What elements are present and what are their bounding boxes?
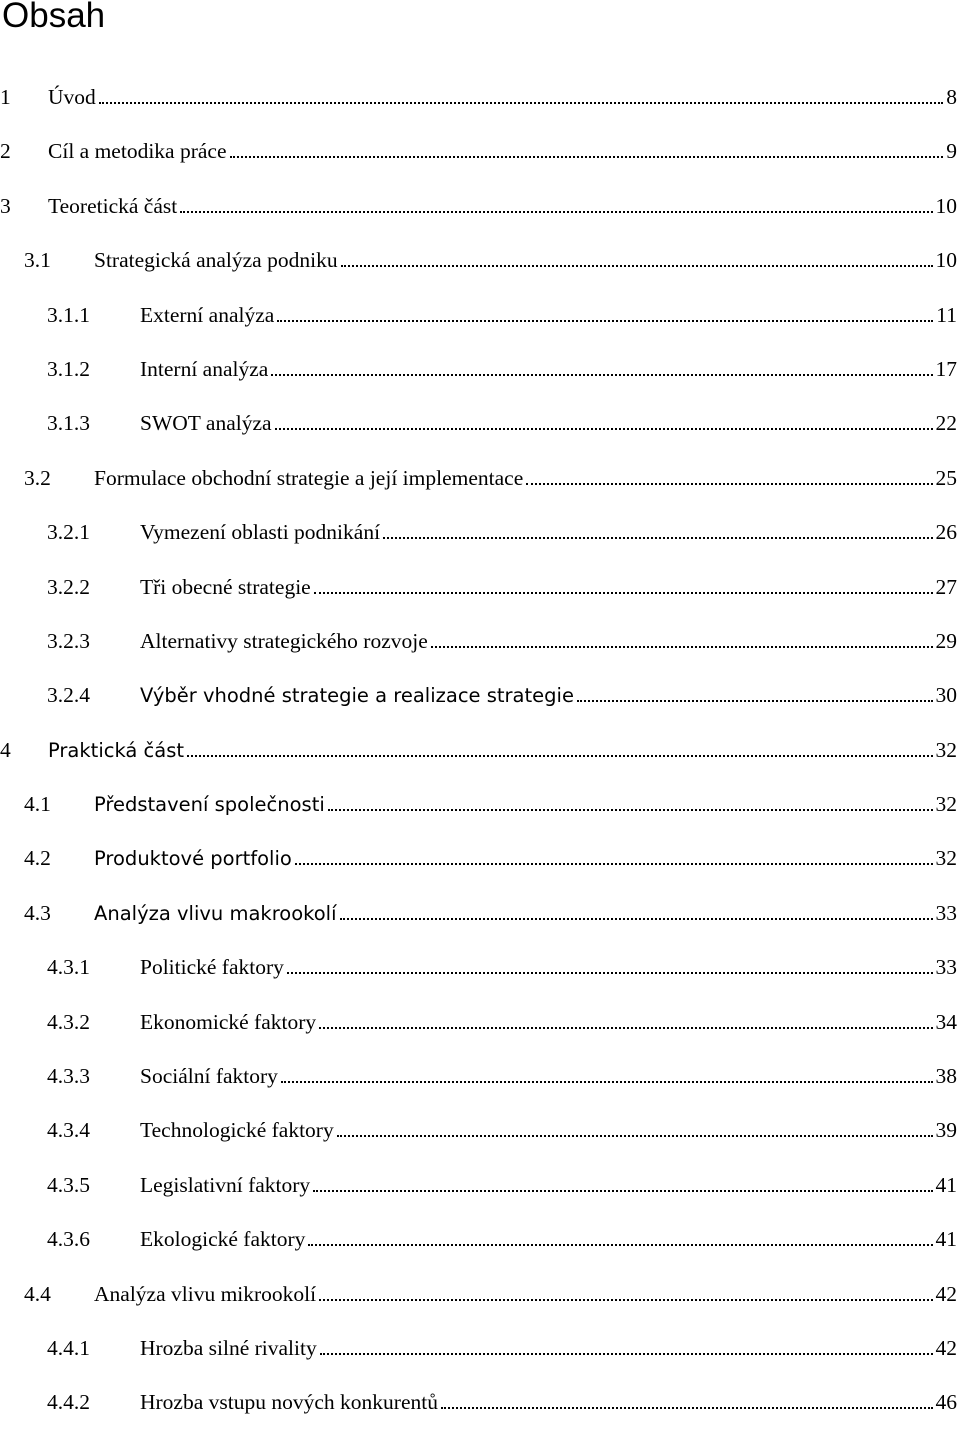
toc-entry[interactable]	[0, 831, 957, 885]
toc-entry-title: Hrozba silné rivality	[140, 1335, 317, 1360]
toc-entry[interactable]	[0, 288, 957, 342]
toc-entry-page-number: 29	[935, 628, 957, 653]
dot-leader	[287, 964, 933, 974]
toc-entry-number: 3.2.3	[47, 628, 90, 653]
toc-entry-page-number: 33	[935, 955, 957, 980]
toc-entry[interactable]	[0, 396, 957, 450]
toc-entry-number: 4.3	[24, 900, 51, 925]
toc-entry[interactable]	[0, 70, 957, 124]
toc-entry-number: 4.3.5	[47, 1172, 90, 1197]
toc-entry-number: 3.1.1	[47, 302, 90, 327]
toc-entry-title: Hrozba vstupu nových konkurentů	[140, 1390, 438, 1415]
toc-entry-page-number: 10	[935, 193, 957, 218]
toc-entry-page-number: 8	[946, 85, 957, 109]
toc-entry-number: 4.1	[24, 792, 51, 817]
toc-entry-page-number: 22	[935, 411, 957, 436]
dot-leader	[308, 1236, 932, 1246]
toc-entry-title: Vymezení oblasti podnikání	[140, 520, 381, 545]
toc-entry-title: Alternativy strategického rozvoje	[140, 628, 428, 653]
toc-entry-number: 1	[0, 85, 11, 109]
dot-leader	[319, 1291, 932, 1301]
toc-entry[interactable]	[0, 179, 957, 233]
toc-entry-title: Představení společnosti	[94, 793, 325, 817]
toc-entry-page-number: 34	[935, 1009, 957, 1034]
toc-entry-title: Výběr vhodné strategie a realizace strategie	[140, 684, 574, 708]
dot-leader	[441, 1399, 933, 1409]
toc-entry-number: 4.4.1	[47, 1335, 90, 1360]
toc-entry-number: 3.1.3	[47, 411, 90, 436]
toc-entry-number: 3.2.2	[47, 574, 90, 599]
toc-entry-number: 4.3.4	[47, 1118, 90, 1143]
toc-entry[interactable]	[0, 560, 957, 614]
toc-entry[interactable]	[0, 614, 957, 668]
toc-entry-page-number: 32	[935, 792, 957, 817]
toc-entry-page-number: 11	[936, 302, 957, 327]
dot-leader	[277, 312, 933, 322]
toc-entry-title: Ekonomické faktory	[140, 1009, 317, 1034]
dot-leader	[341, 257, 933, 267]
dot-leader	[340, 910, 933, 920]
toc-entry-title: Úvod	[48, 85, 96, 109]
toc-entry-page-number: 39	[935, 1118, 957, 1143]
toc-entry-page-number: 42	[935, 1281, 957, 1306]
toc-entry-title: SWOT analýza	[140, 411, 272, 436]
dot-leader	[271, 366, 932, 376]
toc-entry-number: 4	[0, 737, 11, 762]
dot-leader	[319, 1019, 932, 1029]
toc-entry[interactable]	[0, 668, 957, 722]
dot-leader	[314, 584, 933, 594]
toc-entry[interactable]	[0, 886, 957, 940]
toc-entry-title: Sociální faktory	[140, 1064, 278, 1089]
dot-leader	[99, 94, 943, 104]
toc-entry[interactable]	[0, 995, 957, 1049]
dot-leader	[230, 148, 944, 158]
toc-entry-number: 4.4.2	[47, 1390, 90, 1415]
dot-leader	[337, 1127, 933, 1137]
toc-entry-number: 4.3.6	[47, 1227, 90, 1252]
toc-entry[interactable]	[0, 940, 957, 994]
toc-entry-page-number: 32	[935, 846, 957, 871]
toc-entry-title: Teoretická část	[48, 193, 178, 218]
toc-entry-title: Praktická část	[48, 738, 185, 762]
dot-leader	[275, 420, 933, 430]
table-of-contents	[0, 70, 957, 1430]
toc-entry-page-number: 41	[935, 1227, 957, 1252]
toc-entry-title: Strategická analýza podniku	[94, 248, 338, 273]
toc-entry[interactable]	[0, 1212, 957, 1266]
dot-leader	[313, 1182, 932, 1192]
toc-entry-title: Ekologické faktory	[140, 1227, 306, 1252]
toc-entry-title: Tři obecné strategie	[140, 574, 311, 599]
toc-entry-title: Analýza vlivu mikrookolí	[94, 1281, 317, 1306]
toc-entry-number: 4.3.2	[47, 1009, 90, 1034]
toc-entry[interactable]	[0, 451, 957, 505]
toc-entry[interactable]	[0, 1321, 957, 1375]
dot-leader	[383, 529, 932, 539]
dot-leader	[187, 747, 932, 757]
toc-entry-page-number: 41	[935, 1172, 957, 1197]
toc-entry[interactable]	[0, 1103, 957, 1157]
toc-entry[interactable]	[0, 342, 957, 396]
toc-entry-number: 3.2.4	[47, 683, 90, 708]
toc-entry-number: 4.3.3	[47, 1064, 90, 1089]
toc-entry-page-number: 10	[935, 248, 957, 273]
dot-leader	[431, 638, 933, 648]
toc-entry-page-number: 33	[935, 900, 957, 925]
toc-entry-number: 4.4	[24, 1281, 51, 1306]
toc-entry[interactable]	[0, 124, 957, 178]
toc-entry-number: 3.1.2	[47, 356, 90, 381]
toc-entry-title: Formulace obchodní strategie a její implementace	[94, 465, 524, 490]
toc-entry-page-number: 38	[935, 1064, 957, 1089]
page-title: Obsah	[2, 0, 106, 35]
toc-entry[interactable]	[0, 1267, 957, 1321]
toc-entry[interactable]	[0, 233, 957, 287]
dot-leader	[320, 1345, 933, 1355]
toc-entry-number: 3.2	[24, 465, 51, 490]
dot-leader	[295, 855, 933, 865]
toc-entry-number: 4.3.1	[47, 955, 90, 980]
toc-entry-page-number: 42	[935, 1335, 957, 1360]
dot-leader	[328, 801, 933, 811]
dot-leader	[577, 692, 933, 702]
toc-entry-page-number: 32	[935, 737, 957, 762]
toc-entry-number: 3	[0, 193, 11, 218]
toc-entry-title: Technologické faktory	[140, 1118, 334, 1143]
toc-entry[interactable]	[0, 1375, 957, 1429]
toc-entry-title: Externí analýza	[140, 302, 275, 327]
toc-entry-number: 3.2.1	[47, 520, 90, 545]
toc-entry-page-number: 27	[935, 574, 957, 599]
dot-leader	[281, 1073, 933, 1083]
dot-leader	[180, 203, 932, 213]
toc-entry-page-number: 9	[946, 139, 957, 164]
toc-entry[interactable]	[0, 505, 957, 559]
toc-entry-title: Cíl a metodika práce	[48, 139, 227, 164]
toc-entry-title: Produktové portfolio	[94, 847, 292, 871]
dot-leader	[526, 475, 932, 485]
toc-entry-page-number: 46	[935, 1390, 957, 1415]
toc-entry-page-number: 26	[935, 520, 957, 545]
toc-entry-title: Legislativní faktory	[140, 1172, 311, 1197]
toc-entry[interactable]	[0, 723, 957, 777]
toc-entry-page-number: 17	[935, 356, 957, 381]
toc-entry-number: 2	[0, 139, 11, 164]
toc-entry-page-number: 30	[935, 683, 957, 708]
toc-entry-page-number: 25	[935, 465, 957, 490]
toc-entry-title: Politické faktory	[140, 955, 284, 980]
toc-entry-number: 3.1	[24, 248, 51, 273]
toc-entry-title: Analýza vlivu makrookolí	[94, 901, 337, 925]
toc-entry[interactable]	[0, 1049, 957, 1103]
toc-entry[interactable]	[0, 777, 957, 831]
toc-entry-number: 4.2	[24, 846, 51, 871]
toc-entry[interactable]	[0, 1158, 957, 1212]
toc-entry-title: Interní analýza	[140, 356, 269, 381]
